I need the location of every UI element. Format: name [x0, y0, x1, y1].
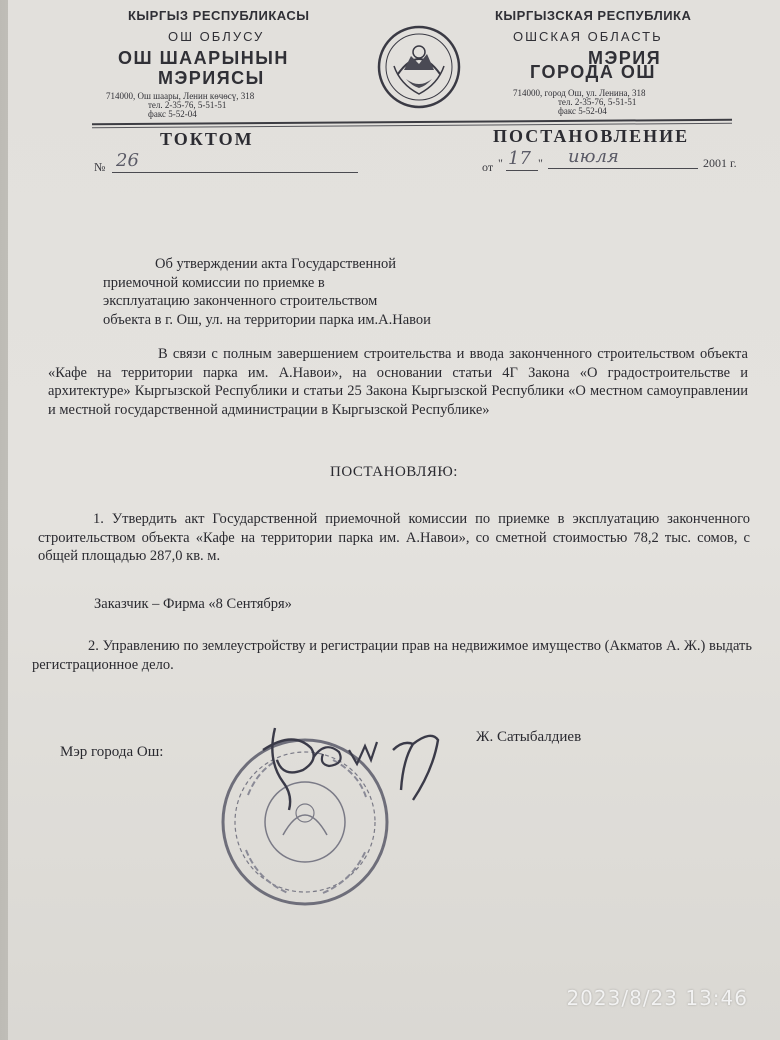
header-left-region: ОШ ОБЛУСУ: [168, 29, 265, 44]
subject-line: эксплуатацию законченного строительством: [103, 293, 378, 309]
document-subject: [103, 255, 483, 329]
document-page: [8, 0, 780, 1040]
resolve-heading: ПОСТАНОВЛЯЮ:: [330, 464, 458, 480]
subject-line: Об утверждении акта Государственной: [155, 256, 396, 272]
number-line: [112, 172, 358, 173]
date-quote-open: ": [498, 156, 503, 170]
header-right-address: 714000, город Ош, ул. Ленина, 318: [513, 88, 646, 98]
preamble-paragraph: В связи с полным завершением строительства и ввода законченного строительством объекта «Кафе на территории парка им. А.Навои», на основании статьи 4Г Закона «О градостроительстве и архитектуре» Кыргызской Республики и статьи 25 Закона Кыргызской Республики «О местном самоуправлении и местной государственной администрации в Кыргызской Республике»: [48, 346, 748, 418]
date-month-line: [548, 168, 698, 169]
date-year: 2001 г.: [703, 156, 737, 170]
date-day-line: [506, 170, 538, 171]
number-value: 26: [116, 150, 139, 171]
subject-line: приемочной комиссии по приемке в: [103, 274, 325, 291]
date-month: июля: [568, 146, 619, 167]
item-2-paragraph: 2. Управлению по землеустройству и регистрации прав на недвижимое имущество (Акматов А. Ж.) выдать регистрационное дело.: [32, 638, 752, 673]
header-left-office-line1: ОШ ШААРЫНЫН: [118, 48, 289, 68]
header-right-office-line2: ГОРОДА ОШ: [530, 62, 656, 82]
signature-title: Мэр города Ош:: [60, 744, 164, 760]
header-right-region: ОШСКАЯ ОБЛАСТЬ: [513, 29, 663, 44]
header-right-office-line1: МЭРИЯ: [588, 48, 662, 68]
header-left-phone: тел. 2-35-76, 5-51-51: [148, 100, 227, 110]
photo-timestamp: 2023/8/23 13:46: [566, 986, 748, 1010]
header-left-office-line2: МЭРИЯСЫ: [158, 68, 265, 88]
date-day: 17: [508, 148, 531, 169]
handwritten-signature-icon: [253, 720, 453, 815]
header-left-fax: факс 5-52-04: [148, 109, 197, 119]
item-1-paragraph: 1. Утвердить акт Государственной приемочной комиссии по приемке в эксплуатацию законченного строительством объекта «Кафе на территории парка им. А.Навои», со сметной стоимостью 78,2 тыс. сомов, с общей площадью 287,0 кв. м.: [38, 511, 750, 564]
header-right-country: КЫРГЫЗСКАЯ РЕСПУБЛИКА: [495, 8, 692, 23]
header-right-fax: факс 5-52-04: [558, 106, 607, 116]
state-emblem-icon: [376, 24, 462, 110]
date-prefix: от: [482, 160, 494, 174]
header-left-country: КЫРГЫЗ РЕСПУБЛИКАСЫ: [128, 8, 310, 23]
subject-line: объекта в г. Ош, ул. на территории парка им.А.Навои: [103, 311, 431, 328]
customer-line: Заказчик – Фирма «8 Сентября»: [94, 596, 292, 612]
doc-title-kyrgyz: ТОКТОМ: [160, 129, 254, 149]
number-label: №: [94, 160, 106, 174]
header-left-address: 714000, Ош шаары, Ленин көчөсү, 318: [106, 91, 255, 101]
doc-title-russian: ПОСТАНОВЛЕНИЕ: [493, 126, 690, 146]
header-right-phone: тел. 2-35-76, 5-51-51: [558, 97, 637, 107]
date-quote-close: ": [538, 156, 543, 170]
signatory-name: Ж. Сатыбалдиев: [476, 729, 582, 745]
